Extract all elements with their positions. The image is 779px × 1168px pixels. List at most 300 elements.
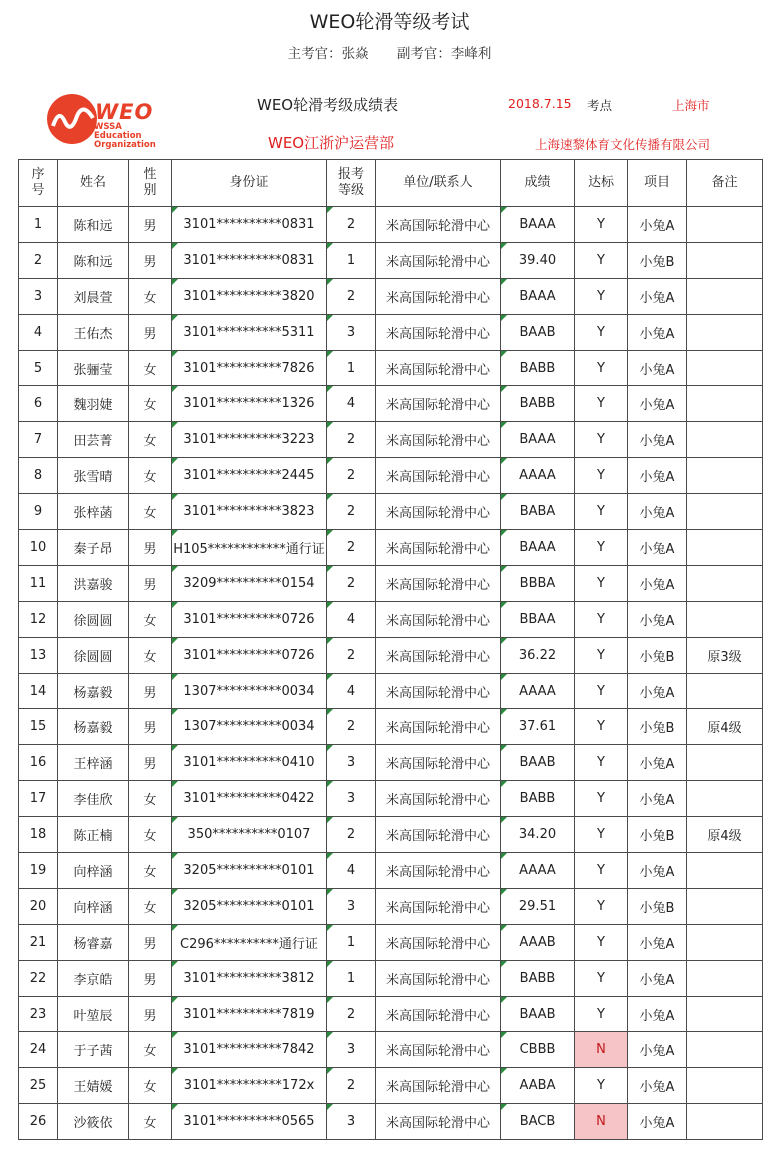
event: 小兔A: [628, 853, 687, 889]
event: 小兔A: [628, 350, 687, 386]
table-row: [19, 314, 763, 350]
note: [687, 1032, 763, 1068]
note: 原4级: [687, 817, 763, 853]
note: [687, 781, 763, 817]
pass-flag: Y: [575, 745, 628, 781]
gender: 女: [129, 601, 172, 637]
note: [687, 888, 763, 924]
pass-flag: Y: [575, 207, 628, 243]
pass-flag: Y: [575, 637, 628, 673]
student-name: 王梓涵: [58, 745, 129, 781]
score: AAAA: [501, 458, 575, 494]
note: [687, 924, 763, 960]
event: 小兔A: [628, 960, 687, 996]
note: [687, 996, 763, 1032]
student-name: 徐圆圆: [58, 637, 129, 673]
note: [687, 1068, 763, 1104]
exam-level: 4: [327, 853, 376, 889]
note: 原3级: [687, 637, 763, 673]
score: 37.61: [501, 709, 575, 745]
score: BABB: [501, 350, 575, 386]
score: AAAA: [501, 673, 575, 709]
exam-level: 2: [327, 422, 376, 458]
score: BABB: [501, 386, 575, 422]
row-index: 24: [19, 1032, 58, 1068]
event: 小兔A: [628, 207, 687, 243]
exam-city: 上海市: [672, 98, 710, 113]
weo-logo: [47, 94, 177, 149]
student-name: 杨嘉毅: [58, 709, 129, 745]
id-number: 350**********0107: [172, 817, 327, 853]
id-number: 3101**********7819: [172, 996, 327, 1032]
unit-contact: 米高国际轮滑中心: [376, 745, 501, 781]
chief-examiner: 主考官：张焱: [287, 46, 369, 62]
unit-contact: 米高国际轮滑中心: [376, 637, 501, 673]
event: 小兔A: [628, 673, 687, 709]
company-name: 上海速黎体育文化传播有限公司: [535, 137, 711, 152]
table-row: [19, 458, 763, 494]
event: 小兔A: [628, 530, 687, 566]
table-row: [19, 673, 763, 709]
unit-contact: 米高国际轮滑中心: [376, 386, 501, 422]
id-number: 3101**********0422: [172, 781, 327, 817]
pass-flag: Y: [575, 1068, 628, 1104]
event: 小兔A: [628, 601, 687, 637]
event: 小兔B: [628, 817, 687, 853]
note: [687, 530, 763, 566]
event: 小兔A: [628, 924, 687, 960]
id-number: 3101**********3823: [172, 494, 327, 530]
student-name: 李佳欣: [58, 781, 129, 817]
id-number: 3205**********0101: [172, 888, 327, 924]
gender: 女: [129, 817, 172, 853]
gender: 男: [129, 924, 172, 960]
col-header-level: 报考等级: [327, 160, 376, 207]
gender: 女: [129, 422, 172, 458]
gender: 男: [129, 960, 172, 996]
score: AABA: [501, 1068, 575, 1104]
event: 小兔A: [628, 745, 687, 781]
gender: 女: [129, 888, 172, 924]
id-number: 3101**********7826: [172, 350, 327, 386]
id-number: 3101**********0726: [172, 601, 327, 637]
gender: 女: [129, 350, 172, 386]
department-name: WEO江浙沪运营部: [268, 134, 395, 152]
student-name: 于子茜: [58, 1032, 129, 1068]
exam-level: 4: [327, 386, 376, 422]
table-row: [19, 1032, 763, 1068]
exam-level: 1: [327, 960, 376, 996]
score: 29.51: [501, 888, 575, 924]
col-header-note: 备注: [687, 160, 763, 207]
exam-level: 2: [327, 637, 376, 673]
id-number: 3209**********0154: [172, 565, 327, 601]
pass-flag: Y: [575, 565, 628, 601]
student-name: 王婧媛: [58, 1068, 129, 1104]
id-number: 3101**********3223: [172, 422, 327, 458]
student-name: 陈正楠: [58, 817, 129, 853]
table-row: [19, 422, 763, 458]
pass-flag: Y: [575, 601, 628, 637]
unit-contact: 米高国际轮滑中心: [376, 1104, 501, 1140]
gender: 男: [129, 314, 172, 350]
exam-level: 4: [327, 601, 376, 637]
unit-contact: 米高国际轮滑中心: [376, 709, 501, 745]
pass-flag: Y: [575, 314, 628, 350]
score: BACB: [501, 1104, 575, 1140]
student-name: 叶堃辰: [58, 996, 129, 1032]
exam-level: 2: [327, 996, 376, 1032]
score: BAAB: [501, 314, 575, 350]
transcript-title: WEO轮滑考级成绩表: [257, 96, 399, 114]
gender: 男: [129, 996, 172, 1032]
col-header-name: 姓名: [58, 160, 129, 207]
table-row: [19, 386, 763, 422]
col-header-id: 身份证: [172, 160, 327, 207]
exam-level: 1: [327, 242, 376, 278]
row-index: 3: [19, 278, 58, 314]
gender: 女: [129, 458, 172, 494]
table-row: [19, 350, 763, 386]
pass-flag: Y: [575, 458, 628, 494]
pass-flag: Y: [575, 278, 628, 314]
row-index: 13: [19, 637, 58, 673]
id-number: 3101**********0831: [172, 242, 327, 278]
logo-brand: WEO: [95, 100, 154, 124]
score: BAAA: [501, 278, 575, 314]
note: [687, 601, 763, 637]
note: [687, 207, 763, 243]
note: [687, 350, 763, 386]
student-name: 张梓菡: [58, 494, 129, 530]
row-index: 17: [19, 781, 58, 817]
score: 36.22: [501, 637, 575, 673]
table-row: [19, 637, 763, 673]
pass-flag: Y: [575, 924, 628, 960]
id-number: 3101**********1326: [172, 386, 327, 422]
table-row: [19, 1104, 763, 1140]
col-header-pass: 达标: [575, 160, 628, 207]
note: [687, 745, 763, 781]
score: BAAA: [501, 422, 575, 458]
table-row: [19, 817, 763, 853]
student-name: 徐圆圆: [58, 601, 129, 637]
unit-contact: 米高国际轮滑中心: [376, 565, 501, 601]
pass-flag: Y: [575, 781, 628, 817]
event: 小兔A: [628, 422, 687, 458]
table-row: [19, 1068, 763, 1104]
table-row: [19, 709, 763, 745]
exam-level: 2: [327, 530, 376, 566]
score: BABA: [501, 494, 575, 530]
note: 原4级: [687, 709, 763, 745]
pass-flag: Y: [575, 494, 628, 530]
deputy-examiner: 副考官：李峰利: [396, 46, 492, 62]
row-index: 25: [19, 1068, 58, 1104]
exam-level: 2: [327, 494, 376, 530]
note: [687, 673, 763, 709]
gender: 男: [129, 207, 172, 243]
exam-level: 3: [327, 781, 376, 817]
student-name: 李京皓: [58, 960, 129, 996]
score: BAAB: [501, 996, 575, 1032]
exam-level: 3: [327, 745, 376, 781]
gender: 女: [129, 781, 172, 817]
event: 小兔B: [628, 709, 687, 745]
note: [687, 386, 763, 422]
exam-level: 3: [327, 888, 376, 924]
id-number: 3101**********172x: [172, 1068, 327, 1104]
exam-level: 3: [327, 1032, 376, 1068]
pass-flag: Y: [575, 673, 628, 709]
unit-contact: 米高国际轮滑中心: [376, 242, 501, 278]
results-table: [18, 159, 763, 1140]
table-row: [19, 960, 763, 996]
unit-contact: 米高国际轮滑中心: [376, 350, 501, 386]
unit-contact: 米高国际轮滑中心: [376, 207, 501, 243]
table-row: [19, 565, 763, 601]
pass-flag: Y: [575, 422, 628, 458]
student-name: 刘晨萱: [58, 278, 129, 314]
student-name: 向梓涵: [58, 888, 129, 924]
exam-date: 2018.7.15: [508, 96, 572, 111]
gender: 男: [129, 745, 172, 781]
score: AAAA: [501, 853, 575, 889]
student-name: 张骊莹: [58, 350, 129, 386]
table-row: [19, 278, 763, 314]
table-row: [19, 996, 763, 1032]
exam-level: 2: [327, 709, 376, 745]
table-row: [19, 888, 763, 924]
gender: 女: [129, 494, 172, 530]
note: [687, 314, 763, 350]
table-row: [19, 530, 763, 566]
exam-level: 3: [327, 1104, 376, 1140]
unit-contact: 米高国际轮滑中心: [376, 494, 501, 530]
row-index: 6: [19, 386, 58, 422]
row-index: 14: [19, 673, 58, 709]
score: BAAB: [501, 745, 575, 781]
unit-contact: 米高国际轮滑中心: [376, 601, 501, 637]
gender: 男: [129, 565, 172, 601]
note: [687, 565, 763, 601]
note: [687, 853, 763, 889]
unit-contact: 米高国际轮滑中心: [376, 673, 501, 709]
student-name: 杨睿嘉: [58, 924, 129, 960]
id-number: 3101**********0726: [172, 637, 327, 673]
gender: 男: [129, 530, 172, 566]
col-header-event: 项目: [628, 160, 687, 207]
event: 小兔A: [628, 386, 687, 422]
col-header-index: 序号: [19, 160, 58, 207]
table-row: [19, 494, 763, 530]
event: 小兔A: [628, 1032, 687, 1068]
id-number: H105************通行证: [172, 530, 327, 566]
unit-contact: 米高国际轮滑中心: [376, 924, 501, 960]
event: 小兔B: [628, 888, 687, 924]
student-name: 田芸菁: [58, 422, 129, 458]
unit-contact: 米高国际轮滑中心: [376, 817, 501, 853]
event: 小兔A: [628, 996, 687, 1032]
exam-site-label: 考点: [587, 98, 613, 113]
row-index: 2: [19, 242, 58, 278]
row-index: 26: [19, 1104, 58, 1140]
student-name: 杨嘉毅: [58, 673, 129, 709]
student-name: 张雪晴: [58, 458, 129, 494]
row-index: 18: [19, 817, 58, 853]
pass-flag: Y: [575, 709, 628, 745]
pass-flag: Y: [575, 996, 628, 1032]
score: CBBB: [501, 1032, 575, 1068]
exam-level: 2: [327, 458, 376, 494]
unit-contact: 米高国际轮滑中心: [376, 960, 501, 996]
exam-level: 2: [327, 278, 376, 314]
id-number: 3101**********3820: [172, 278, 327, 314]
gender: 女: [129, 1032, 172, 1068]
id-number: 3101**********5311: [172, 314, 327, 350]
row-index: 4: [19, 314, 58, 350]
exam-level: 2: [327, 817, 376, 853]
pass-flag: Y: [575, 888, 628, 924]
exam-level: 2: [327, 207, 376, 243]
exam-level: 1: [327, 350, 376, 386]
pass-flag: N: [575, 1104, 628, 1140]
unit-contact: 米高国际轮滑中心: [376, 853, 501, 889]
event: 小兔A: [628, 1104, 687, 1140]
student-name: 秦子昂: [58, 530, 129, 566]
table-header-row: [19, 160, 763, 207]
gender: 女: [129, 637, 172, 673]
score: BAAA: [501, 530, 575, 566]
note: [687, 1104, 763, 1140]
row-index: 21: [19, 924, 58, 960]
student-name: 陈和远: [58, 207, 129, 243]
gender: 男: [129, 242, 172, 278]
student-name: 陈和远: [58, 242, 129, 278]
event: 小兔A: [628, 458, 687, 494]
col-header-score: 成绩: [501, 160, 575, 207]
examiners-line: [0, 42, 779, 62]
pass-flag: Y: [575, 386, 628, 422]
student-name: 向梓涵: [58, 853, 129, 889]
pass-flag: Y: [575, 242, 628, 278]
unit-contact: 米高国际轮滑中心: [376, 458, 501, 494]
pass-flag: Y: [575, 530, 628, 566]
exam-level: 4: [327, 673, 376, 709]
table-row: [19, 924, 763, 960]
pass-flag: Y: [575, 960, 628, 996]
unit-contact: 米高国际轮滑中心: [376, 422, 501, 458]
student-name: 王佑杰: [58, 314, 129, 350]
gender: 女: [129, 1068, 172, 1104]
id-number: 3205**********0101: [172, 853, 327, 889]
score: BABB: [501, 960, 575, 996]
row-index: 8: [19, 458, 58, 494]
event: 小兔A: [628, 565, 687, 601]
col-header-unit: 单位/联系人: [376, 160, 501, 207]
gender: 女: [129, 386, 172, 422]
gender: 女: [129, 853, 172, 889]
gender: 男: [129, 673, 172, 709]
row-index: 15: [19, 709, 58, 745]
unit-contact: 米高国际轮滑中心: [376, 1068, 501, 1104]
page-title: WEO轮滑等级考试: [309, 11, 470, 33]
row-index: 20: [19, 888, 58, 924]
event: 小兔B: [628, 242, 687, 278]
pass-flag: N: [575, 1032, 628, 1068]
transcript-header: [17, 88, 762, 156]
exam-level: 3: [327, 314, 376, 350]
student-name: 沙筱依: [58, 1104, 129, 1140]
id-number: 1307**********0034: [172, 709, 327, 745]
note: [687, 494, 763, 530]
score: 39.40: [501, 242, 575, 278]
event: 小兔A: [628, 278, 687, 314]
unit-contact: 米高国际轮滑中心: [376, 530, 501, 566]
score: BBBA: [501, 565, 575, 601]
table-row: [19, 601, 763, 637]
id-number: 3101**********2445: [172, 458, 327, 494]
note: [687, 422, 763, 458]
event: 小兔A: [628, 781, 687, 817]
gender: 男: [129, 709, 172, 745]
table-row: [19, 745, 763, 781]
id-number: 3101**********3812: [172, 960, 327, 996]
unit-contact: 米高国际轮滑中心: [376, 781, 501, 817]
table-row: [19, 207, 763, 243]
unit-contact: 米高国际轮滑中心: [376, 278, 501, 314]
note: [687, 458, 763, 494]
col-header-gender: 性别: [129, 160, 172, 207]
gender: 女: [129, 1104, 172, 1140]
row-index: 1: [19, 207, 58, 243]
note: [687, 960, 763, 996]
student-name: 洪嘉骏: [58, 565, 129, 601]
exam-level: 2: [327, 565, 376, 601]
event: 小兔A: [628, 494, 687, 530]
id-number: 1307**********0034: [172, 673, 327, 709]
exam-level: 1: [327, 924, 376, 960]
unit-contact: 米高国际轮滑中心: [376, 888, 501, 924]
student-name: 魏羽婕: [58, 386, 129, 422]
id-number: 3101**********0565: [172, 1104, 327, 1140]
event: 小兔A: [628, 1068, 687, 1104]
table-row: [19, 781, 763, 817]
score: BBAA: [501, 601, 575, 637]
row-index: 7: [19, 422, 58, 458]
row-index: 11: [19, 565, 58, 601]
id-number: 3101**********7842: [172, 1032, 327, 1068]
score: 34.20: [501, 817, 575, 853]
row-index: 12: [19, 601, 58, 637]
unit-contact: 米高国际轮滑中心: [376, 996, 501, 1032]
unit-contact: 米高国际轮滑中心: [376, 1032, 501, 1068]
logo-subtitle: WSSA Education Organization: [94, 122, 156, 150]
row-index: 19: [19, 853, 58, 889]
row-index: 9: [19, 494, 58, 530]
exam-level: 2: [327, 1068, 376, 1104]
row-index: 16: [19, 745, 58, 781]
table-row: [19, 242, 763, 278]
note: [687, 242, 763, 278]
score: AAAB: [501, 924, 575, 960]
table-row: [19, 853, 763, 889]
row-index: 23: [19, 996, 58, 1032]
unit-contact: 米高国际轮滑中心: [376, 314, 501, 350]
row-index: 5: [19, 350, 58, 386]
event: 小兔B: [628, 637, 687, 673]
id-number: C296**********通行证: [172, 924, 327, 960]
